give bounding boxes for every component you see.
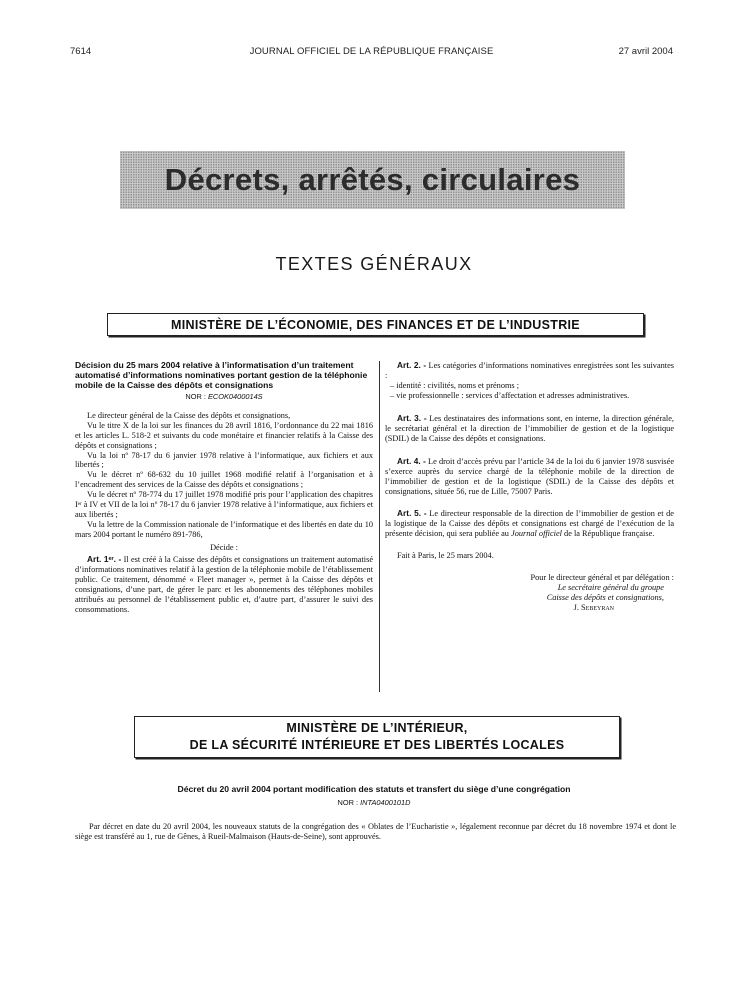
visa-paragraph: Vu le décret nº 68-632 du 10 juillet 1968 modifié relatif à l’organisation et à l’encadrement des services de la Caisse des dépôts et consignations ; xyxy=(75,470,373,490)
article-5-label: Art. 5. - xyxy=(397,508,427,519)
issue-date: 27 avril 2004 xyxy=(618,46,673,57)
page-number: 7614 xyxy=(70,46,92,57)
nor-code: INTA0400101D xyxy=(360,798,411,807)
signature-role: Le secrétaire général du groupe xyxy=(557,583,664,593)
nor-label: NOR : xyxy=(337,798,359,807)
running-header xyxy=(70,46,673,60)
banner-title: Décrets, arrêtés, circulaires xyxy=(164,162,581,197)
decision-right-column xyxy=(385,361,674,613)
article-1-text: Il est créé à la Caisse des dépôts et consignations un traitement automatisé d’informations nominatives relatif à la gestion de la téléphonie mobile de l’établissement public. Ce traitement, dénommé « Fleet manager », permet à la Caisse des dépôts et consignations, d’une part, de gérer le parc et les abonnements des téléphones mobiles attribués au personnel de l’établissement public et, d’autre part, d’assurer le suivi des consommations. xyxy=(75,555,374,614)
column-divider xyxy=(379,361,380,692)
journal-name: Journal officiel xyxy=(511,529,562,539)
list-item: – identité : civilités, noms et prénoms ; xyxy=(390,380,520,390)
nor-label: NOR : xyxy=(185,391,206,401)
visa-paragraph: Le directeur général de la Caisse des dépôts et consignations, xyxy=(87,410,291,420)
decide-heading: Décide : xyxy=(210,543,238,553)
decision-title: Décision du 25 mars 2004 relative à l’informatisation d’un traitement automatisé d’informations nominatives portant gestion de la téléphonie mobile de la Caisse des dépôts et consignations xyxy=(75,360,368,390)
visa-paragraph: Vu la loi nº 78-17 du 6 janvier 1978 relative à l’informatique, aux fichiers et aux libertés ; xyxy=(75,450,373,470)
article-1-label: Art. 1ᵉʳ. - xyxy=(87,554,122,565)
article-5-text: Le directeur responsable de la direction de l’immobilier de gestion et de la logistique de la Caisse des dépôts et consignations est chargé de l’exécution de la présente décision, qui sera publiée au xyxy=(385,509,674,539)
article-2-label: Art. 2. - xyxy=(397,360,427,370)
decree-nor xyxy=(0,798,748,807)
decree-body: Par décret en date du 20 avril 2004, les nouveaux statuts de la congrégation des « Oblates de l’Eucharistie », légalement reconnue par décret du 18 novembre 1974 et dont le siège est transféré au 1, rue de Gênes, à Rueil-Malmaison (Hauts-de-Seine), sont approuvés. xyxy=(75,822,676,841)
article-4-text: Le droit d’accès prévu par l’article 34 de la loi du 6 janvier 1978 susvisée s’exerce auprès du service chargé de la téléphonie mobile de la direction de l’immobilier de gestion et de la logistique (SDIL) de la Caisse des dépôts et consignations, située 56, rue de Lille, 75007 Paris. xyxy=(385,456,674,496)
visa-paragraph: Vu le décret nº 78-774 du 17 juillet 1978 modifié pris pour l’application des chapitres Iᵉʳ à IV et VII de la loi nº 78-17 du 6 janvier 1978 relative à l’informatique, aux fichiers et aux libertés ; xyxy=(75,490,373,520)
article-3-label: Art. 3. - xyxy=(397,412,427,423)
list-item: – vie professionnelle : services d’affectation et adresses administratives. xyxy=(390,390,630,400)
nor-code: ECOK0400014S xyxy=(207,391,263,401)
signature-delegation: Pour le directeur général et par délégation : xyxy=(530,573,674,583)
signature-institution: Caisse des dépôts et consignations, xyxy=(546,593,664,603)
visa-paragraph: Vu la lettre de la Commission nationale de l’informatique et des libertés en date du 10 mars 2004 portant le numéro 891-786, xyxy=(75,520,373,540)
ministry-heading-line-1: MINISTÈRE DE L’INTÉRIEUR, xyxy=(286,721,468,735)
decision-nor xyxy=(75,391,373,402)
article-5-text-end: de la République française. xyxy=(564,529,655,539)
visa-paragraph: Vu le titre X de la loi sur les finances du 28 avril 1816, l’ordonnance du 22 mai 1816 et les articles L. 518-2 et suivants du code monétaire et financier relatifs à la Caisse des dépôts et consignations ; xyxy=(75,420,373,450)
section-title: TEXTES GÉNÉRAUX xyxy=(275,254,473,274)
ministry-heading-economy xyxy=(107,313,644,336)
section-banner xyxy=(120,151,625,209)
journal-title: JOURNAL OFFICIEL DE LA RÉPUBLIQUE FRANÇAISE xyxy=(249,46,494,57)
article-3 xyxy=(385,414,674,444)
ministry-heading-label: MINISTÈRE DE L’ÉCONOMIE, DES FINANCES ET DE L’INDUSTRIE xyxy=(171,317,580,332)
article-4 xyxy=(385,457,674,497)
article-2-text: Les catégories d’informations nominatives enregistrées sont les suivantes : xyxy=(385,361,674,380)
decision-left-column xyxy=(75,361,373,615)
article-1 xyxy=(75,555,373,615)
article-2 xyxy=(385,361,674,381)
ministry-heading-line-2: DE LA SÉCURITÉ INTÉRIEURE ET DES LIBERTÉS LOCALES xyxy=(189,738,565,752)
decree-title: Décret du 20 avril 2004 portant modification des statuts et transfert du siège d’une congrégation xyxy=(177,784,571,794)
article-3-text: Les destinataires des informations sont, en interne, la direction générale, le secrétariat général et la direction de l’immobilier de gestion et de la logistique (SDIL) de la Caisse des dépôts et consignations. xyxy=(385,413,674,443)
article-4-label: Art. 4. - xyxy=(397,455,426,466)
signature-name: J. Sebeyran xyxy=(573,603,614,613)
ministry-heading-interior xyxy=(134,716,620,758)
done-at: Fait à Paris, le 25 mars 2004. xyxy=(397,551,494,561)
article-5 xyxy=(385,509,674,539)
